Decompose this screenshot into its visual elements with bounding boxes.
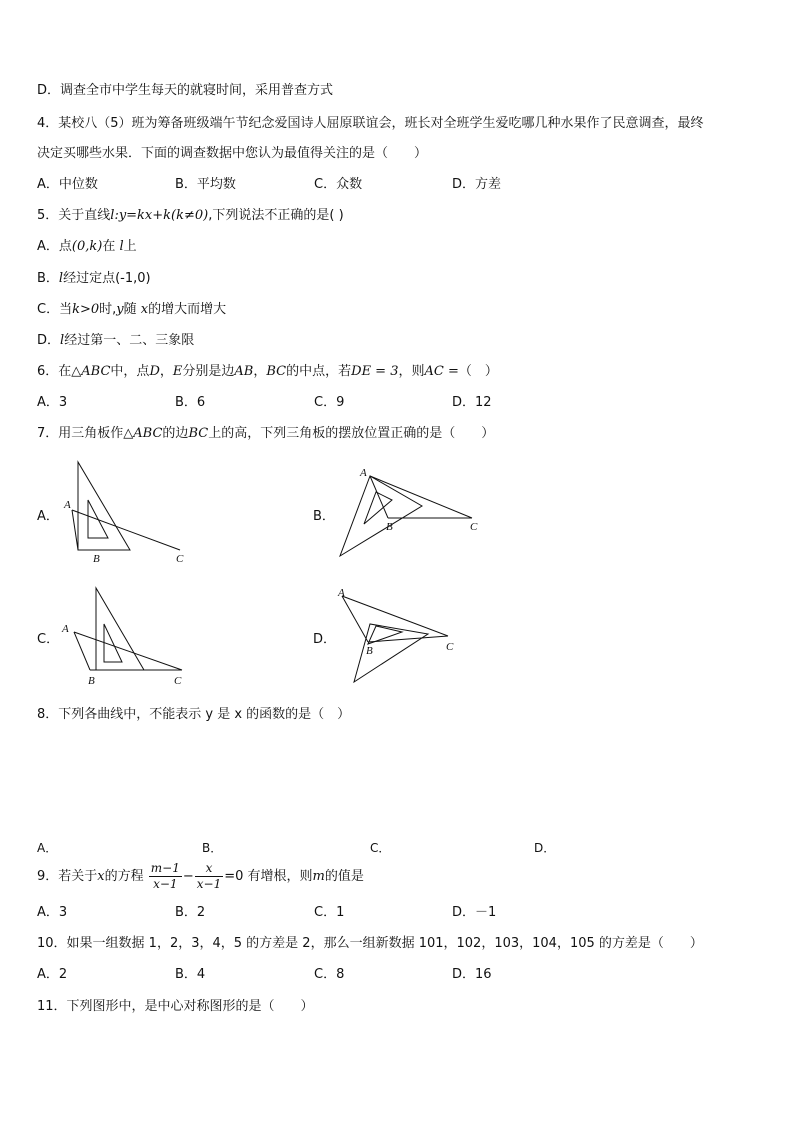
- q7c-point-b: B: [88, 675, 95, 687]
- q7-option-a-label: A．: [37, 509, 59, 524]
- q4-stem-line2: 决定买哪些水果．下面的调查数据中您认为最值得关注的是（ ）: [37, 146, 428, 161]
- q4-option-d: D．方差: [452, 177, 502, 192]
- q7a-point-c: C: [176, 553, 184, 565]
- q7-figure-c: [60, 582, 200, 692]
- q9-option-b: B．2: [175, 905, 206, 920]
- q7-option-d-label: D．: [313, 632, 337, 647]
- q6-option-c: C．9: [314, 395, 345, 410]
- q7-figure-a: [60, 458, 200, 568]
- q9-stem: 9．若关于x的方程 $\frac{m-1}{x-1}$ − $\frac{x}{x-1}$ =0 有增根，则m的值是: [37, 861, 364, 891]
- q8-stem: 8．下列各曲线中，不能表示 y 是 x 的函数的是（ ）: [37, 707, 351, 722]
- q10-option-d: D．16: [452, 967, 492, 982]
- q5-option-a: A．点(0,k)在 l上: [37, 239, 137, 254]
- q8-option-a: A．: [37, 841, 58, 855]
- q6-option-a: A．3: [37, 395, 68, 410]
- q7b-point-b: B: [386, 521, 393, 533]
- q7d-point-a: A: [338, 587, 345, 599]
- q10-option-b: B．4: [175, 967, 206, 982]
- q5-option-b: B．l经过定点(-1,0): [37, 271, 151, 286]
- q4-option-c: C．众数: [314, 177, 363, 192]
- q8-option-b: B．: [202, 841, 223, 855]
- q10-stem: 10．如果一组数据 1，2，3，4，5 的方差是 2，那么一组新数据 101，102，103，104，105 的方差是（ ）: [37, 936, 703, 951]
- q5-stem: 5．关于直线l:y=kx+k(k≠0),下列说法不正确的是( ): [37, 208, 344, 223]
- q6-option-d: D．12: [452, 395, 492, 410]
- q4-stem-line1: 4．某校八（5）班为筹备班级端午节纪念爱国诗人屈原联谊会，班长对全班学生爱吃哪几种水果作了民意调查，最终: [37, 116, 704, 131]
- q7b-point-c: C: [470, 521, 478, 533]
- q6-stem: 6．在△ABC中，点D，E分别是边AB，BC的中点，若DE = 3，则AC =（ ）: [37, 364, 498, 379]
- q8-option-c: C．: [370, 841, 391, 855]
- q7d-point-b: B: [366, 645, 373, 657]
- q4-option-b: B．平均数: [175, 177, 236, 192]
- q7a-point-a: A: [64, 499, 71, 511]
- q7c-point-a: A: [62, 623, 69, 635]
- q5-option-d: D．l经过第一、二、三象限: [37, 333, 195, 348]
- q9-option-a: A．3: [37, 905, 68, 920]
- q10-option-a: A．2: [37, 967, 68, 982]
- q7-figure-b: [332, 462, 492, 562]
- q7-option-b-label: B．: [313, 509, 335, 524]
- q5-option-c: C．当k>0时,y随 x的增大而增大: [37, 302, 227, 317]
- q9-fraction-2: $\frac{x}{x-1}$: [196, 861, 222, 891]
- q4-option-a: A．中位数: [37, 177, 98, 192]
- q10-option-c: C．8: [314, 967, 345, 982]
- q7a-point-b: B: [93, 553, 100, 565]
- q7-figure-d: [332, 582, 472, 692]
- q9-option-d: D．－1: [452, 905, 497, 920]
- q7c-point-c: C: [174, 675, 182, 687]
- q9-fraction-1: $\frac{m-1}{x-1}$: [150, 861, 180, 891]
- q9-option-c: C．1: [314, 905, 345, 920]
- q7-option-c-label: C．: [37, 632, 60, 647]
- q8-option-d: D．: [534, 841, 556, 855]
- q3-option-d: D．调查全市中学生每天的就寝时间，采用普查方式: [37, 83, 334, 98]
- q6-option-b: B．6: [175, 395, 206, 410]
- q7b-point-a: A: [360, 467, 367, 479]
- q11-stem: 11．下列图形中，是中心对称图形的是（ ）: [37, 999, 314, 1014]
- q7d-point-c: C: [446, 641, 454, 653]
- q7-stem: 7．用三角板作△ABC的边BC上的高，下列三角板的摆放位置正确的是（ ）: [37, 426, 495, 441]
